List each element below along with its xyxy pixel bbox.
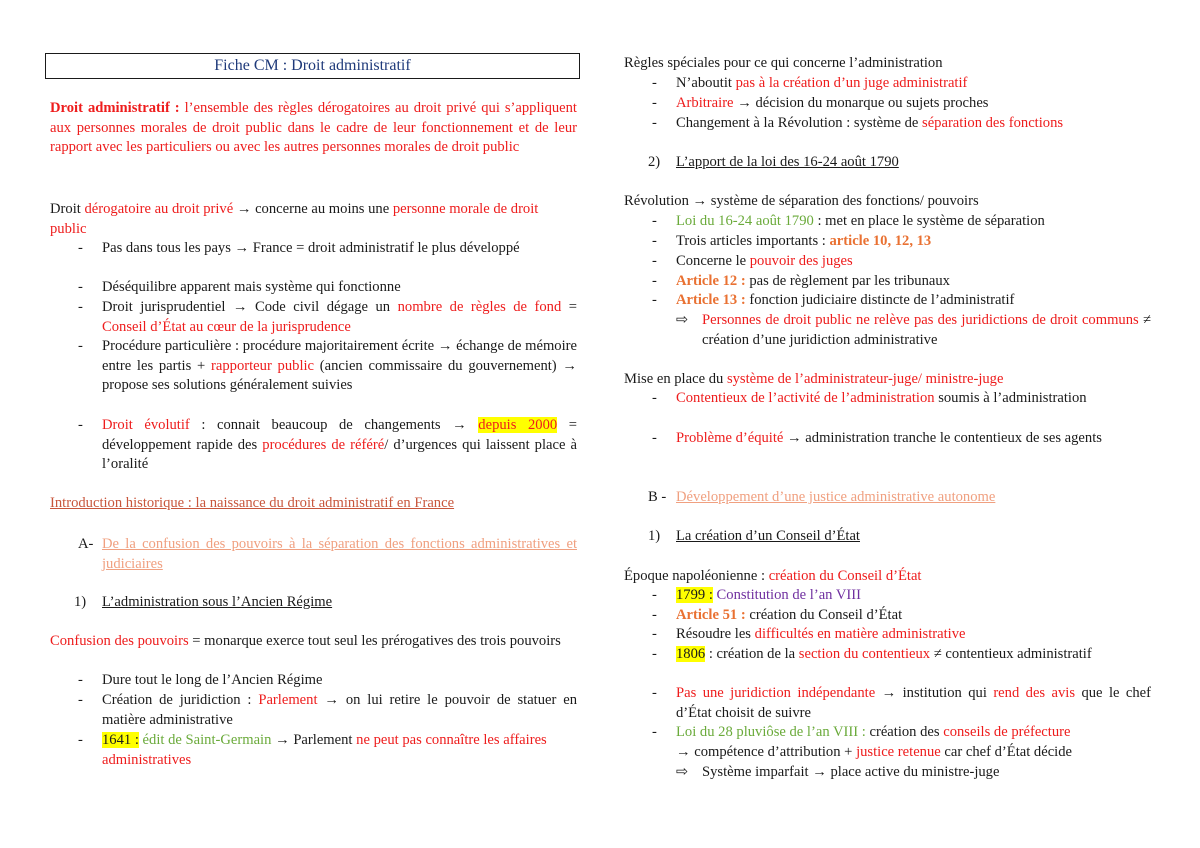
text: ≠ création d’une juridiction administrative — [702, 312, 1151, 348]
list-item: - 1806 : création de la section du contentieux ≠ contentieux administratif — [652, 646, 1092, 662]
text: L’administration sous l’Ancien Régime — [102, 594, 333, 610]
text: (ancien commissaire du gouvernement) → propose ses solutions généralement suivies — [102, 357, 578, 394]
hollow-arrow-icon: ⇨ — [676, 312, 689, 328]
text: = monarque exerce tout seul les prérogatives des trois pouvoirs — [188, 633, 561, 649]
highlight-text: 1806 — [676, 646, 706, 662]
list-item: - N’aboutit pas à la création d’un juge administratif — [652, 75, 968, 91]
text: Création de juridiction : — [102, 692, 259, 708]
text: difficultés en matière administrative — [754, 626, 966, 642]
paragraph-napoleon — [624, 567, 1151, 587]
text: Article 12 : — [676, 273, 746, 289]
text: Droit jurisprudentiel → Code civil dégage un — [102, 299, 398, 315]
text: création des — [865, 724, 944, 740]
text: Dure tout le long de l’Ancien Régime — [102, 672, 323, 688]
list-item: - Trois articles importants : article 10, 12, 13 — [652, 233, 932, 249]
text: Loi du 16-24 août 1790 — [676, 213, 814, 229]
definition-text: l’ensemble des règles dérogatoires au droit privé qui s’appliquent aux personnes morales de droit public dans le cadre de leur fonctionnement et de leur rapport avec les particuliers ou avec les autres personnes morales de droit public — [50, 100, 577, 156]
text: pas à la création d’un juge administratif — [735, 75, 968, 91]
text: : met en place le système de séparation — [813, 213, 1045, 229]
paragraph-administrateur-juge — [624, 370, 1151, 390]
sub-list-item — [676, 763, 1151, 783]
text: rend des avis — [993, 685, 1076, 701]
text: Droit — [50, 201, 85, 217]
text: séparation des fonctions — [922, 115, 1064, 131]
text: N’aboutit — [676, 75, 736, 91]
text: Droit évolutif — [102, 417, 190, 433]
sub-list-item — [676, 311, 1151, 350]
text: Personnes de droit public ne relève pas des juridictions de droit communs — [702, 312, 1139, 328]
text: Problème d’équité — [676, 430, 784, 446]
definition-term: Droit administratif : — [50, 100, 180, 116]
text: : création de la — [705, 646, 799, 662]
page-title: Fiche CM : Droit administratif — [45, 53, 580, 79]
text: De la confusion des pouvoirs à la séparation des fonctions administratives et judiciaires — [102, 536, 577, 572]
hollow-arrow-icon: ⇨ — [676, 764, 689, 780]
text: / d’urgences qui laissent place à l’oralité — [102, 436, 578, 473]
text: Mise en place du — [624, 371, 727, 387]
text: section du contentieux — [798, 646, 931, 662]
text: = — [561, 299, 577, 315]
text: Loi du 28 pluviôse de l’an VIII : — [676, 724, 866, 740]
highlight-text: 1799 : — [676, 587, 713, 603]
paragraph-revolution — [624, 192, 1151, 212]
text: Contentieux de l’activité de l’administration — [676, 390, 935, 406]
paragraph-derogatoire — [50, 200, 577, 239]
list-item: - Déséquilibre apparent mais système qui fonctionne — [78, 279, 401, 295]
text: Constitution de l’an VIII — [712, 587, 861, 603]
text: La création d’un Conseil d’État — [676, 528, 860, 544]
text: justice retenue — [856, 743, 941, 760]
text: Développement d’une justice administrative autonome — [676, 489, 996, 505]
highlight-text: 1641 : — [102, 732, 139, 748]
text: création du Conseil d’État — [745, 607, 903, 623]
text: fonction judiciaire distincte de l’administratif — [745, 292, 1015, 308]
text: Introduction historique : la naissance du droit administratif en France — [50, 495, 455, 511]
text: Concerne le — [676, 253, 750, 269]
text: Époque napoléonienne : — [624, 568, 769, 584]
list-item: - Dure tout le long de l’Ancien Régime — [78, 672, 323, 688]
list-item: - Concerne le pouvoir des juges — [652, 253, 853, 269]
text: nombre de règles de fond — [397, 299, 562, 315]
list-item: - Article 12 : pas de règlement par les tribunaux — [652, 273, 950, 289]
subsection-heading-1 — [50, 593, 577, 613]
text: : connait beaucoup de changements → — [189, 417, 479, 433]
text: pouvoir des juges — [749, 253, 853, 269]
text: Parlement — [258, 692, 318, 708]
text: conseils de préfecture — [943, 724, 1071, 740]
text: = développement rapide des — [102, 417, 577, 453]
list-item: - Droit évolutif : connait beaucoup de changements → depuis 2000 = développement rapide des procédures de référé/ d’urgences qui laissent place à l’oralité — [78, 417, 578, 473]
text: procédures de référé — [262, 436, 385, 453]
text: → on lui retire le pouvoir de statuer en matière administrative — [102, 692, 577, 728]
list-item: - Loi du 16-24 août 1790 : met en place le système de séparation — [652, 213, 1045, 229]
text: pas de règlement par les tribunaux — [745, 273, 950, 289]
text: personne morale de droit public — [50, 201, 539, 237]
text: Pas dans tous les pays → France = droit administratif le plus développé — [102, 240, 520, 256]
list-item: - Pas une juridiction indépendante → institution qui rend des avis que le chef d’État choisit de suivre — [652, 685, 1152, 721]
text: soumis à l’administration — [934, 390, 1087, 406]
text: → compétence d’attribution + — [676, 743, 857, 760]
text: rapporteur public — [211, 357, 315, 374]
section-label: 1) — [648, 528, 661, 544]
text: Procédure particulière : procédure majoritairement écrite → échange de mémoire entre les partis + — [102, 338, 577, 374]
list-item: - Création de juridiction : Parlement → on lui retire le pouvoir de statuer en matière administrative — [78, 692, 577, 728]
text: Article 13 : — [676, 292, 746, 308]
text: Confusion des pouvoirs — [50, 633, 189, 649]
text: → décision du monarque ou sujets proches — [733, 95, 989, 111]
list-item: - 1641 : édit de Saint-Germain → Parlement ne peut pas connaître les affaires administratives — [78, 732, 547, 768]
text: que le chef d’État choisit de suivre — [676, 685, 1152, 721]
text: Règles spéciales pour ce qui concerne l’administration — [624, 55, 943, 71]
list-item: - Loi du 28 pluviôse de l’an VIII : création des conseils de préfecture → compétence d’attribution + justice retenue car chef d’État décide — [652, 724, 1073, 760]
list-item: - Article 51 : création du Conseil d’État — [652, 607, 903, 623]
subsection-heading-2 — [624, 153, 1151, 173]
text: dérogatoire au droit privé — [84, 201, 234, 217]
text: → institution qui — [875, 685, 994, 701]
list-item: - Arbitraire → décision du monarque ou sujets proches — [652, 95, 989, 111]
text: Déséquilibre apparent mais système qui fonctionne — [102, 279, 401, 295]
text: Pas une juridiction indépendante — [676, 685, 876, 701]
text: création du Conseil d’État — [768, 568, 922, 584]
text: article 10, 12, 13 — [829, 233, 932, 249]
list-item: - Article 13 : fonction judiciaire distincte de l’administratif — [652, 292, 1015, 308]
text: → administration tranche le contentieux de ses agents — [783, 430, 1102, 446]
definition-paragraph — [50, 99, 577, 158]
section-label: B - — [648, 489, 667, 505]
text: ne peut pas connaître les affaires administratives — [102, 732, 547, 768]
section-label: 1) — [74, 594, 87, 610]
text: édit de Saint-Germain — [138, 732, 272, 748]
list-item: - Pas dans tous les pays → France = droit administratif le plus développé — [78, 240, 520, 256]
list-item: - Problème d’équité → administration tranche le contentieux de ses agents — [652, 430, 1102, 446]
section-label: A- — [78, 536, 94, 552]
text: Résoudre les — [676, 626, 755, 642]
section-label: 2) — [648, 154, 661, 170]
subsection-heading-3 — [624, 527, 1151, 547]
text: Arbitraire — [676, 95, 734, 111]
text: Conseil d’État au cœur de la jurisprudence — [102, 318, 351, 335]
paragraph-regles — [624, 54, 1151, 74]
text: Système imparfait → place active du ministre-juge — [702, 764, 1000, 780]
list-item: - 1799 : Constitution de l’an VIII — [652, 587, 861, 603]
list-item: - Changement à la Révolution : système de séparation des fonctions — [652, 115, 1064, 131]
list-item: - Droit jurisprudentiel → Code civil dégage un nombre de règles de fond = Conseil d’État au cœur de la jurisprudence — [78, 299, 577, 335]
text: car chef d’État décide — [940, 743, 1073, 760]
paragraph-confusion — [50, 632, 577, 652]
highlight-text: depuis 2000 — [478, 417, 558, 433]
list-item: - Contentieux de l’activité de l’administration soumis à l’administration — [652, 390, 1087, 406]
list-item: - Résoudre les difficultés en matière administrative — [652, 626, 966, 642]
text: ≠ contentieux administratif — [930, 646, 1092, 662]
text: L’apport de la loi des 16-24 août 1790 — [676, 154, 899, 170]
text: Changement à la Révolution : système de — [676, 115, 923, 131]
section-heading-b — [624, 488, 1151, 508]
section-heading-intro — [50, 494, 577, 514]
text: → concerne au moins une — [233, 201, 393, 217]
text: Article 51 : — [676, 607, 746, 623]
section-heading-a — [50, 535, 577, 574]
text: → Parlement — [271, 732, 357, 748]
list-item: - Procédure particulière : procédure majoritairement écrite → échange de mémoire entre les partis + rapporteur public (ancien commissaire du gouvernement) → propose ses solutions généralement suivies — [78, 338, 578, 394]
text: Révolution → système de séparation des fonctions/ pouvoirs — [624, 193, 979, 209]
text: système de l’administrateur-juge/ ministre-juge — [726, 371, 1004, 387]
text: Trois articles importants : — [676, 233, 830, 249]
